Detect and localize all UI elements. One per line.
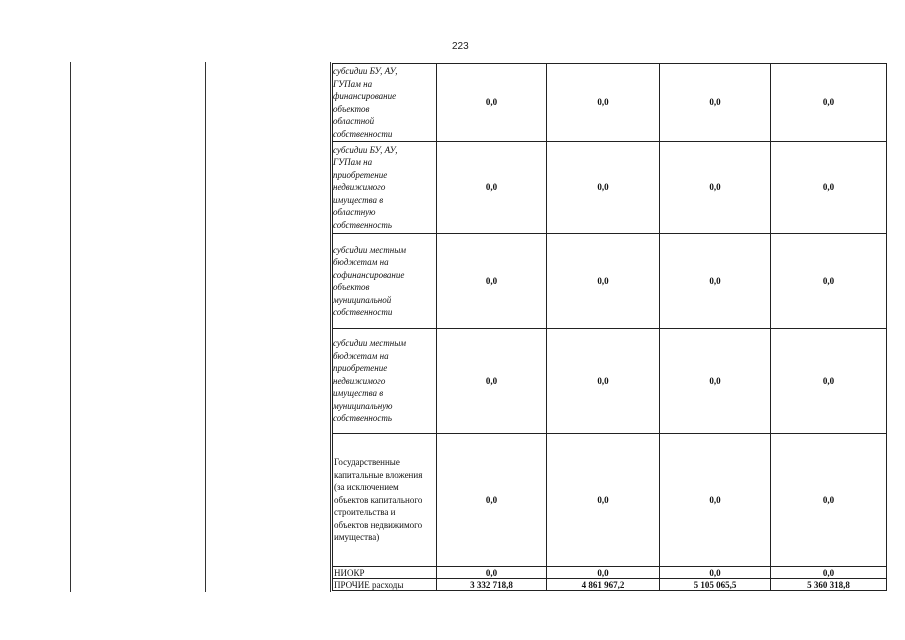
row-label: субсидии БУ, АУ, ГУПам на финансирование объектов областной собственности xyxy=(333,64,437,142)
value-cell: 0,0 xyxy=(437,434,547,567)
value-cell: 0,0 xyxy=(771,64,887,142)
value-cell: 0,0 xyxy=(547,434,660,567)
row-label: субсидии БУ, АУ, ГУПам на приобретение недвижимого имущества в областную собственность xyxy=(333,142,437,234)
value-cell: 0,0 xyxy=(547,142,660,234)
table-row-subsidies-local-cofinancing xyxy=(333,234,887,329)
value-cell: 0,0 xyxy=(771,567,887,579)
value-cell: 0,0 xyxy=(547,329,660,434)
value-cell: 0,0 xyxy=(437,64,547,142)
value-cell: 0,0 xyxy=(660,142,771,234)
value-cell: 0,0 xyxy=(437,567,547,579)
value-cell: 5 360 318,8 xyxy=(771,579,887,591)
table-row-niokr xyxy=(333,567,887,579)
value-cell: 0,0 xyxy=(547,64,660,142)
value-cell: 0,0 xyxy=(437,329,547,434)
page-number: 223 xyxy=(452,41,469,52)
table-row-state-capital-investments xyxy=(333,434,887,567)
table-row-subsidies-bu-financing xyxy=(333,64,887,142)
value-cell: 0,0 xyxy=(437,142,547,234)
table-row-subsidies-bu-acquisition xyxy=(333,142,887,234)
row-label: Государственные капитальные вложения (за исключением объектов капитального строительства и объектов недвижимого имущества) xyxy=(333,434,437,567)
value-cell: 3 332 718,8 xyxy=(437,579,547,591)
left-margin-line-1 xyxy=(70,62,71,592)
value-cell: 0,0 xyxy=(771,434,887,567)
table-row-other-expenses xyxy=(333,579,887,591)
budget-table xyxy=(332,63,887,591)
value-cell: 5 105 065,5 xyxy=(660,579,771,591)
value-cell: 0,0 xyxy=(547,567,660,579)
value-cell: 0,0 xyxy=(660,234,771,329)
value-cell: 4 861 967,2 xyxy=(547,579,660,591)
value-cell: 0,0 xyxy=(771,234,887,329)
value-cell: 0,0 xyxy=(547,234,660,329)
left-margin-line-3 xyxy=(330,62,331,592)
value-cell: 0,0 xyxy=(660,434,771,567)
left-margin-line-2 xyxy=(205,62,206,592)
value-cell: 0,0 xyxy=(771,329,887,434)
value-cell: 0,0 xyxy=(660,64,771,142)
row-label: НИОКР xyxy=(333,567,437,579)
table-row-subsidies-local-acquisition xyxy=(333,329,887,434)
row-label: субсидии местным бюджетам на приобретение недвижимого имущества в муниципальную собственность xyxy=(333,329,437,434)
value-cell: 0,0 xyxy=(660,329,771,434)
row-label: ПРОЧИЕ расходы xyxy=(333,579,437,591)
row-label: субсидии местным бюджетам на софинансирование объектов муниципальной собственности xyxy=(333,234,437,329)
value-cell: 0,0 xyxy=(660,567,771,579)
value-cell: 0,0 xyxy=(437,234,547,329)
value-cell: 0,0 xyxy=(771,142,887,234)
